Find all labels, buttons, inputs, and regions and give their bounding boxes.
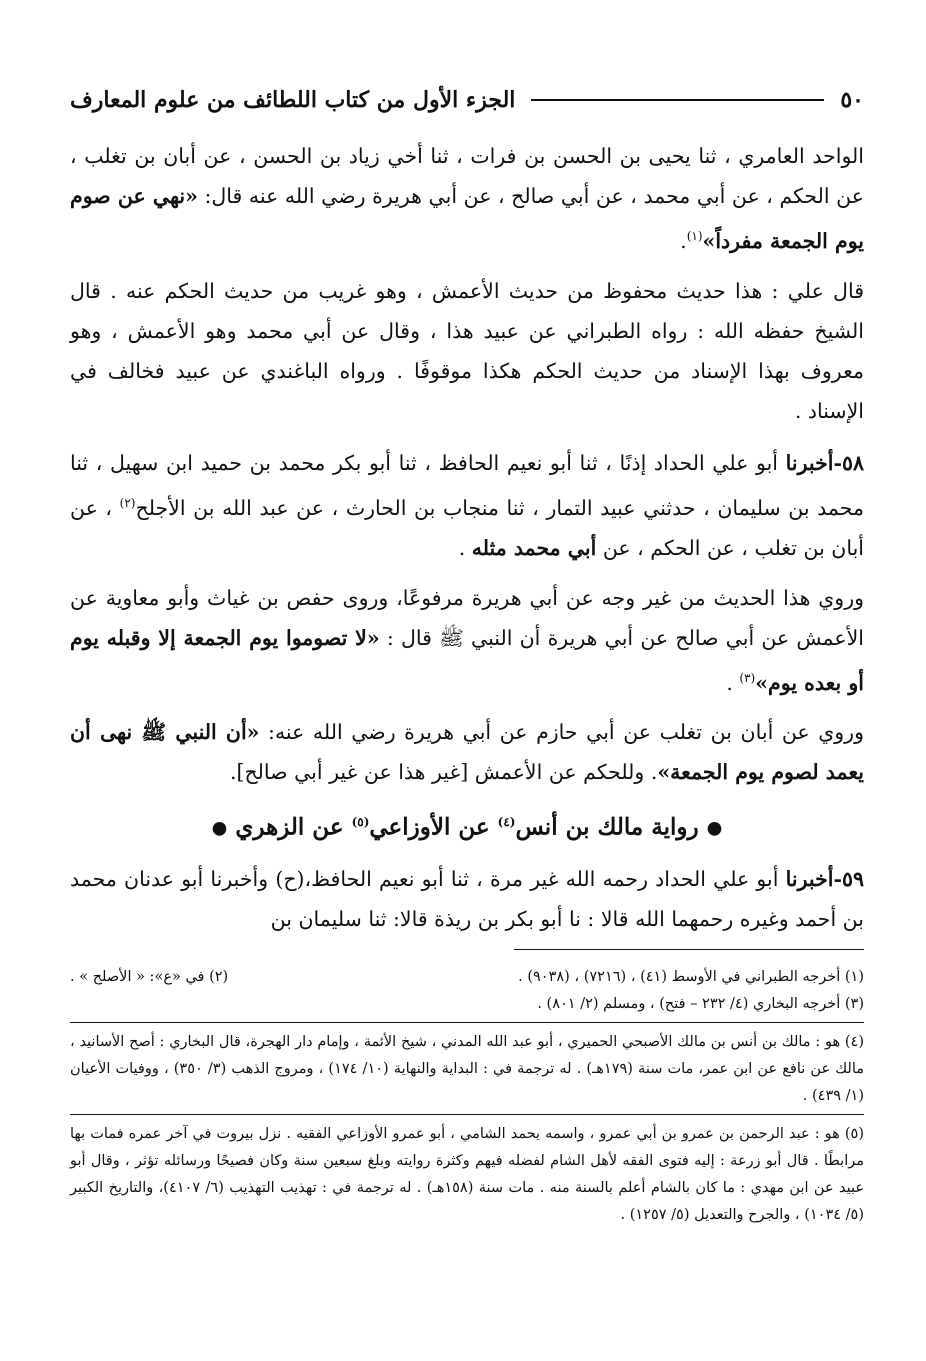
heading-part-3: عن الزهري (235, 814, 352, 842)
footnote-ref-4[interactable]: (٤) (497, 815, 516, 830)
p3-text1: أبو علي الحداد إذنًا ، ثنا أبو نعيم الحافظ ، ثنا أبو بكر محمد بن حميد ابن سهيل ، ثنا محمد بن سليمان ، حدثني عبيد التمار ، ثنا منجاب بن الحارث ، عن عبد الله بن الأجلح (70, 450, 864, 520)
p1-lead: الواحد العامري ، ثنا يحيى بن الحسن بن فرات ، ثنا أخي زياد بن الحسن ، عن أبان بن تغلب ، عن الحكم ، عن أبي محمد ، عن أبي صالح ، عن أبي هريرة رضي الله عنه قال: (70, 144, 864, 208)
paragraph-1 (70, 136, 864, 261)
p3-number: ٥٨- (833, 450, 864, 475)
p3-tail: . (458, 535, 472, 560)
heading-part-1: رواية مالك بن أنس (515, 814, 699, 842)
running-title: الجزء الأول من كتاب اللطائف من علوم المعارف (70, 87, 516, 113)
heading-part-2: عن الأوزاعي (369, 814, 498, 842)
footnote-2: (٢) في «ع»: « الأصلح » . (70, 969, 229, 986)
paragraph-3 (70, 443, 864, 568)
p3-text2: ، عن أبان بن تغلب ، عن الحكم ، عن (70, 495, 864, 560)
footnote-ref-5[interactable]: (٥) (351, 815, 370, 830)
footnote-rule (514, 949, 864, 950)
footnote-separator (70, 1114, 864, 1115)
bullet-icon: ● (706, 818, 723, 840)
p1-hadith: «نهي عن صوم يوم الجمعة مفرداً» (70, 184, 864, 253)
p3-bold-end: أبي محمد مثله (471, 535, 597, 560)
header-rule (531, 99, 824, 101)
section-heading (70, 802, 864, 849)
p5-tail: . وللحكم عن الأعمش [غير هذا عن غير أبي صالح]. (229, 760, 658, 785)
p4-tail: . (726, 670, 740, 695)
p6-text: أبو علي الحداد رحمه الله غير مرة ، ثنا أبو نعيم الحافظ،(ح) وأخبرنا أبو عدنان محمد بن أحمد وغيره رحمهما الله قالا : نا أبو بكر بن ريذة قالا: ثنا سليمان بن (70, 867, 864, 932)
footnote-4: (٤) هو : مالك بن أنس بن مالك الأصبحي الحميري ، أبو عبد الله المدني ، شيخ الأئمة ، وإمام دار الهجرة، قال البخاري : أصح الأسانيد ، مالك عن نافع عن ابن عمر، مات سنة (١٧٩هـ) . له ترجمة في : البداية والنهاية (١٠/ ١٧٤) ، ومروج الذهب (٣/ ٣٥٠) ، ووفيات الأعيان (١/ ٤٣٩) . (70, 1034, 865, 1105)
page-number: ٥٠ (840, 87, 864, 113)
footnote-ref-3[interactable]: (٣) (739, 670, 756, 685)
p6-bold-start: أخبرنا (785, 867, 834, 892)
footnote-row-1 (70, 964, 864, 991)
footnote-1: (١) أخرجه الطبراني في الأوسط (٤١) ، (٧٢١٦) ، (٩٠٣٨) . (518, 969, 864, 986)
p1-tail: . (680, 228, 687, 253)
p4-hadith: «لا تصوموا يوم الجمعة إلا وقبله يوم أو بعده يوم» (70, 625, 864, 695)
footnote-ref-2[interactable]: (٢) (119, 495, 136, 510)
footnote-separator (70, 1022, 864, 1023)
p5-hadith: «أن النبي ﷺ نهى أن يعمد لصوم يوم الجمعة» (70, 720, 864, 785)
p3-bold-start: أخبرنا (785, 450, 834, 475)
footnote-3: (٣) أخرجه البخاري (٤/ ٢٣٢ – فتح) ، ومسلم (٢/ ٨٠١) . (537, 996, 864, 1013)
paragraph-6 (70, 859, 864, 939)
paragraph-2: قال علي : هذا حديث محفوظ من حديث الأعمش ، وهو غريب من حديث الحكم عنه . قال الشيخ حفظه الله : رواه الطبراني عن عبيد هذا ، وقال عن أبي محمد وهو الأعمش ، وهو معروف بهذا الإسناد من حديث الحكم هكذا موقوفًا . ورواه الباغندي عن عبيد فخالف في الإسناد . (70, 278, 864, 423)
paragraph-4 (70, 578, 864, 703)
p4-text1: وروي هذا الحديث من غير وجه عن أبي هريرة مرفوعًا، وروى حفص بن غياث وأبو معاوية عن الأعمش عن أبي صالح عن أبي هريرة أن النبي ﷺ قال : (70, 585, 864, 650)
page-header (70, 78, 864, 122)
footnotes (70, 964, 864, 1229)
footnote-ref-1[interactable]: (١) (686, 229, 703, 243)
bullet-icon: ● (211, 818, 228, 840)
footnote-5: (٥) هو : عبد الرحمن بن عمرو بن أبي عمرو ، واسمه يحمد الشامي ، أبو عمرو الأوزاعي الفقيه . نزل بيروت في آخر عمره فمات بها مرابطًا . قال أبو زرعة : إليه فتوى الفقه لأهل الشام لفضله فيهم وكثرة روايته وبلغ سبعين سنة وكان فصيحًا ورسائله تؤثر ، وقال أبو عبيد عن ابن مهدي : ما كان بالشام أعلم بالسنة منه . مات سنة (١٥٨هـ) . له ترجمة في : تهذيب التهذيب (٦/ ٤١٠٧)، والتاريخ الكبير (٥/ ١٠٣٤) ، والجرح والتعديل (٥/ ١٢٥٧) . (70, 1126, 865, 1224)
paragraph-5 (70, 712, 864, 792)
p6-number: ٥٩- (833, 867, 864, 892)
p5-text1: وروي عن أبان بن تغلب عن أبي حازم عن أبي هريرة رضي الله عنه: (259, 720, 864, 745)
